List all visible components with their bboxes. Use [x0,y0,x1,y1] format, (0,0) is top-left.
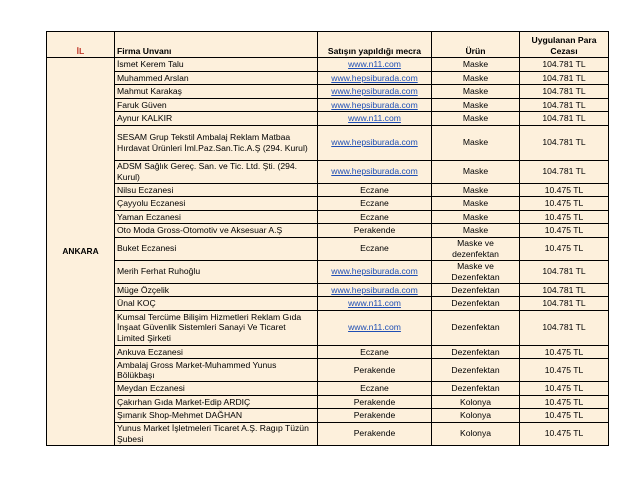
header-ceza-line1: Uygulanan Para [531,35,597,45]
mecra-cell: Perakende [318,224,432,238]
mecra-cell: Perakende [318,395,432,409]
ceza-cell: 10.475 TL [520,382,609,396]
urun-cell: Maske ve dezenfektan [432,237,520,260]
table-row [47,237,609,260]
firma-cell: Mahmut Karakaş [115,85,318,99]
urun-cell: Maske [432,71,520,85]
table-row [47,183,609,197]
ceza-cell: 10.475 TL [520,197,609,211]
ceza-cell: 104.781 TL [520,160,609,183]
ceza-cell: 104.781 TL [520,310,609,345]
ceza-cell: 104.781 TL [520,125,609,160]
urun-cell: Dezenfektan [432,359,520,382]
mecra-link[interactable]: www.hepsiburada.com [331,99,418,110]
urun-cell: Kolonya [432,422,520,445]
firma-cell: Yunus Market İşletmeleri Ticaret A.Ş. Ragıp Tüzün Şubesi [115,422,318,445]
mecra-cell: Eczane [318,197,432,211]
header-urun: Ürün [432,32,520,58]
table-row [47,283,609,297]
penalty-table [46,31,609,446]
header-firma: Firma Unvanı [115,32,318,58]
header-ceza-line2: Cezası [550,45,578,56]
mecra-link[interactable]: www.n11.com [348,113,401,123]
mecra-cell: Eczane [318,237,432,260]
ceza-cell: 10.475 TL [520,224,609,238]
ceza-cell: 104.781 TL [520,260,609,283]
mecra-link[interactable]: www.n11.com [348,298,401,308]
urun-cell: Maske [432,224,520,238]
mecra-link[interactable]: www.hepsiburada.com [331,86,418,96]
urun-cell: Maske [432,58,520,72]
ceza-cell: 104.781 TL [520,112,609,126]
mecra-cell [318,160,432,183]
table-row [47,395,609,409]
ceza-cell: 10.475 TL [520,422,609,445]
firma-cell: Nilsu Eczanesi [115,183,318,197]
urun-cell: Dezenfektan [432,345,520,359]
urun-cell: Maske [432,98,520,112]
mecra-cell [318,71,432,85]
ceza-cell: 104.781 TL [520,297,609,311]
firma-cell: Ankuva Eczanesi [115,345,318,359]
mecra-cell: Eczane [318,210,432,224]
urun-cell: Maske [432,160,520,183]
header-mecra: Satışın yapıldığı mecra [318,32,432,58]
firma-cell: Kumsal Tercüme Bilişim Hizmetleri Reklam Gıda İnşaat Güvenlik Sistemleri Sanayi Ve Ticaret Limited Şirketi [115,310,318,345]
mecra-cell [318,125,432,160]
table-row [47,409,609,423]
mecra-cell [318,297,432,311]
firma-cell: Şımarık Shop-Mehmet DAĞHAN [115,409,318,423]
ceza-cell: 10.475 TL [520,237,609,260]
mecra-cell: Perakende [318,359,432,382]
table-row [47,98,609,112]
firma-cell: Ambalaj Gross Market-Muhammed Yunus Bölükbaşı [115,359,318,382]
table-row [47,345,609,359]
table-row [47,310,609,345]
urun-cell: Maske [432,197,520,211]
mecra-cell [318,310,432,345]
table-row [47,359,609,382]
firma-cell: Çakırhan Gıda Market-Edip ARDIÇ [115,395,318,409]
mecra-cell [318,112,432,126]
mecra-link[interactable]: www.n11.com [348,59,401,69]
firma-cell: Çayyolu Eczanesi [115,197,318,211]
table-row [47,112,609,126]
firma-cell: Meydan Eczanesi [115,382,318,396]
mecra-link[interactable]: www.hepsiburada.com [331,72,418,83]
mecra-cell: Perakende [318,409,432,423]
mecra-link[interactable]: www.n11.com [348,322,401,333]
firma-cell: Yaman Eczanesi [115,210,318,224]
ceza-cell: 10.475 TL [520,409,609,423]
firma-cell: Muhammed Arslan [115,71,318,85]
firma-cell: İsmet Kerem Talu [115,58,318,72]
urun-cell: Dezenfektan [432,283,520,297]
table-row [47,85,609,99]
mecra-link[interactable]: www.hepsiburada.com [331,137,418,148]
header-row [47,32,609,58]
header-il: İL [47,32,115,58]
table-row [47,224,609,238]
urun-cell: Dezenfektan [432,297,520,311]
table-row [47,58,609,72]
mecra-cell: Eczane [318,183,432,197]
urun-cell: Maske [432,112,520,126]
ceza-cell: 104.781 TL [520,283,609,297]
firma-cell: SESAM Grup Tekstil Ambalaj Reklam Matbaa Hırdavat Ürünleri İml.Paz.San.Tic.A.Ş (294. Kurul) [115,125,318,160]
firma-cell: Ünal KOÇ [115,297,318,311]
ceza-cell: 104.781 TL [520,58,609,72]
table-row [47,160,609,183]
table-row [47,71,609,85]
mecra-cell: Eczane [318,345,432,359]
ceza-cell: 104.781 TL [520,85,609,99]
firma-cell: Faruk Güven [115,98,318,112]
firma-cell: Buket Eczanesi [115,237,318,260]
urun-cell: Dezenfektan [432,310,520,345]
table-row [47,125,609,160]
ceza-cell: 10.475 TL [520,359,609,382]
urun-cell: Maske [432,210,520,224]
table-row [47,422,609,445]
urun-cell: Kolonya [432,395,520,409]
urun-cell: Maske ve Dezenfektan [432,260,520,283]
province-cell: ANKARA [47,58,115,446]
table-row [47,260,609,283]
ceza-cell: 10.475 TL [520,345,609,359]
urun-cell: Kolonya [432,409,520,423]
mecra-cell [318,85,432,99]
mecra-link[interactable]: www.hepsiburada.com [331,284,418,295]
mecra-link[interactable]: www.hepsiburada.com [331,166,418,177]
mecra-cell: Perakende [318,422,432,445]
firma-cell: ADSM Sağlık Gereç. San. ve Tic. Ltd. Şti. (294. Kurul) [115,160,318,183]
ceza-cell: 104.781 TL [520,98,609,112]
table-row [47,210,609,224]
urun-cell: Maske [432,85,520,99]
urun-cell: Dezenfektan [432,382,520,396]
header-ceza [520,32,609,58]
ceza-cell: 10.475 TL [520,210,609,224]
ceza-cell: 10.475 TL [520,395,609,409]
mecra-link[interactable]: www.hepsiburada.com [331,266,418,277]
urun-cell: Maske [432,125,520,160]
table-row [47,297,609,311]
ceza-cell: 10.475 TL [520,183,609,197]
firma-cell: Aynur KALKIR [115,112,318,126]
mecra-cell [318,58,432,72]
mecra-cell: Eczane [318,382,432,396]
urun-cell: Maske [432,183,520,197]
mecra-cell [318,283,432,297]
firma-cell: Merih Ferhat Ruhoğlu [115,260,318,283]
document-page [46,31,609,446]
firma-cell: Müge Özçelik [115,283,318,297]
firma-cell: Oto Moda Gross-Otomotiv ve Aksesuar A.Ş [115,224,318,238]
ceza-cell: 104.781 TL [520,71,609,85]
table-row [47,382,609,396]
mecra-cell [318,98,432,112]
mecra-cell [318,260,432,283]
table-row [47,197,609,211]
